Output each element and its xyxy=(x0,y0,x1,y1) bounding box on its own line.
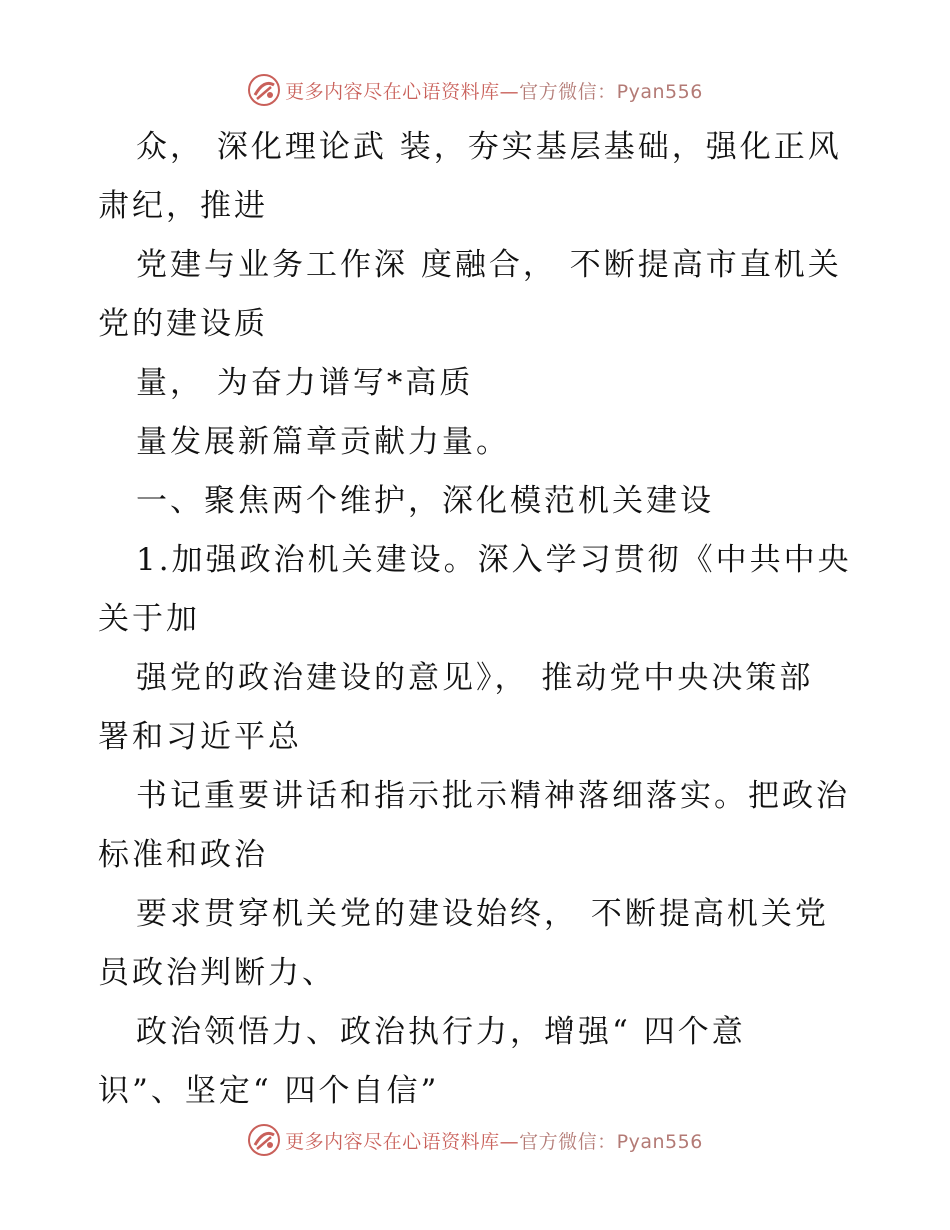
watermark-text: 更多内容尽在心语资料库—官方微信：Pyan556 xyxy=(285,1130,703,1153)
text-line: 肃纪，推进 xyxy=(98,188,268,224)
text-line: 标准和政治 xyxy=(98,837,268,873)
logo-icon xyxy=(247,73,281,107)
text-line: 党的建设质 xyxy=(98,306,268,342)
text-line: 关于加 xyxy=(98,601,200,637)
watermark-text: 更多内容尽在心语资料库—官方微信：Pyan556 xyxy=(285,80,703,103)
text-line: 强党的政治建设的意见》， 推动党中央决策部 xyxy=(136,660,814,696)
footer-watermark xyxy=(0,1120,950,1160)
text-line: 量， 为奋力谱写*高质 xyxy=(136,365,474,401)
text-line: 众， 深化理论武 装，夯实基层基础，强化正风 xyxy=(136,129,842,165)
text-line: 量发展新篇章贡献力量。 xyxy=(136,424,510,460)
text-line: 政治领悟力、政治执行力，增强“ 四个意 xyxy=(136,1014,746,1050)
text-line: 要求贯穿机关党的建设始终， 不断提高机关党 xyxy=(136,896,829,932)
text-line: 1.加强政治机关建设。深入学习贯彻《中共中央 xyxy=(136,542,852,578)
document-body xyxy=(98,118,858,1121)
header-watermark xyxy=(0,70,950,110)
text-line: 书记重要讲话和指示批示精神落细落实。把政治 xyxy=(136,778,850,814)
text-line: 员政治判断力、 xyxy=(98,955,336,991)
text-line: 党建与业务工作深 度融合， 不断提高市直机关 xyxy=(136,247,842,283)
text-line: 识”、坚定“ 四个自信” xyxy=(98,1073,440,1109)
text-line: 署和习近平总 xyxy=(98,719,302,755)
section-heading: 一、聚焦两个维护，深化模范机关建设 xyxy=(136,483,714,519)
logo-icon xyxy=(247,1123,281,1157)
